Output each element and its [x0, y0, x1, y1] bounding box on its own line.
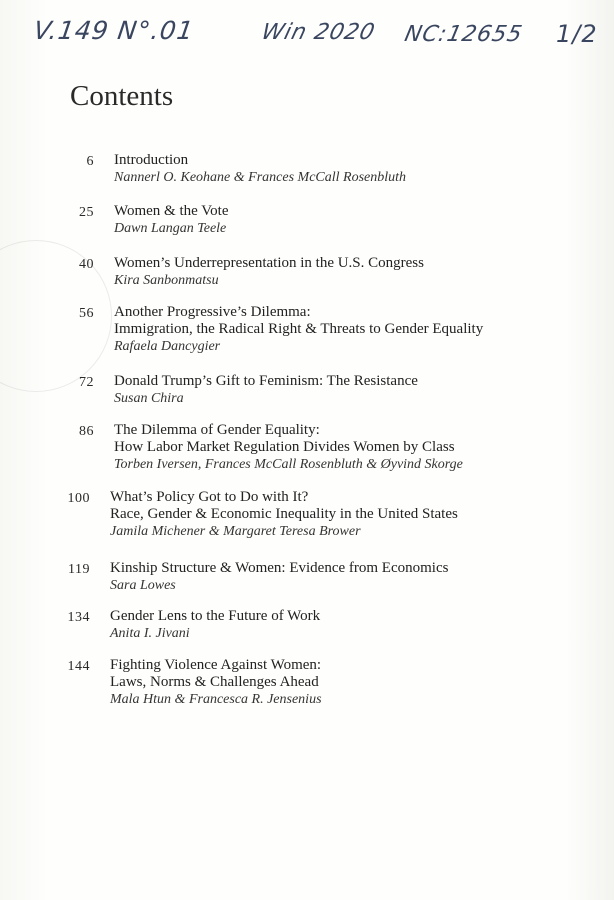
page-title: Contents: [70, 80, 174, 112]
toc-page-number: 40: [79, 257, 94, 272]
toc-page-number: 119: [68, 562, 90, 577]
toc-article-authors: Rafaela Dancygier: [114, 339, 221, 354]
toc-article-authors: Anita I. Jivani: [110, 626, 190, 641]
toc-page-number: 134: [67, 610, 90, 625]
toc-article-authors: Susan Chira: [114, 391, 184, 406]
toc-article-authors: Sara Lowes: [110, 578, 176, 593]
toc-page-number: 72: [79, 375, 94, 390]
handwritten-season-note: Win 2020: [258, 20, 378, 45]
handwritten-volume-note: V.149 N°.01: [31, 16, 196, 45]
toc-article-title: What’s Policy Got to Do with It?: [110, 489, 309, 505]
toc-article-subtitle: How Labor Market Regulation Divides Women by Class: [114, 439, 455, 455]
toc-article-title: Another Progressive’s Dilemma:: [114, 304, 311, 320]
toc-article-authors: Kira Sanbonmatsu: [114, 273, 219, 288]
toc-article-title: Donald Trump’s Gift to Feminism: The Resistance: [114, 373, 418, 389]
toc-article-subtitle: Laws, Norms & Challenges Ahead: [110, 674, 319, 690]
toc-page-number: 6: [86, 154, 94, 169]
toc-article-title: Introduction: [114, 152, 189, 168]
toc-article-title: Gender Lens to the Future of Work: [110, 608, 321, 624]
handwritten-catalog-note: NC:12655: [402, 22, 525, 47]
toc-article-title: The Dilemma of Gender Equality:: [114, 422, 320, 438]
toc-page-number: 144: [67, 659, 90, 674]
toc-page-number: 100: [67, 491, 90, 506]
toc-article-title: Fighting Violence Against Women:: [110, 657, 322, 673]
toc-article-subtitle: Immigration, the Radical Right & Threats to Gender Equality: [114, 321, 484, 337]
toc-article-authors: Nannerl O. Keohane & Frances McCall Rosenbluth: [114, 170, 407, 185]
toc-article-title: Women’s Underrepresentation in the U.S. Congress: [114, 255, 424, 271]
toc-article-authors: Jamila Michener & Margaret Teresa Brower: [110, 524, 361, 539]
toc-article-title: Women & the Vote: [114, 203, 229, 219]
toc-page-number: 25: [79, 205, 94, 220]
toc-page-number: 86: [79, 424, 94, 439]
toc-article-authors: Torben Iversen, Frances McCall Rosenbluth & Øyvind Skorge: [114, 457, 463, 472]
toc-article-title: Kinship Structure & Women: Evidence from Economics: [110, 560, 449, 576]
toc-page-number: 56: [79, 306, 94, 321]
toc-article-authors: Mala Htun & Francesca R. Jensenius: [110, 692, 322, 707]
handwritten-part-note: 1/2: [556, 20, 598, 48]
toc-article-subtitle: Race, Gender & Economic Inequality in the United States: [110, 506, 458, 522]
toc-article-authors: Dawn Langan Teele: [114, 221, 227, 236]
